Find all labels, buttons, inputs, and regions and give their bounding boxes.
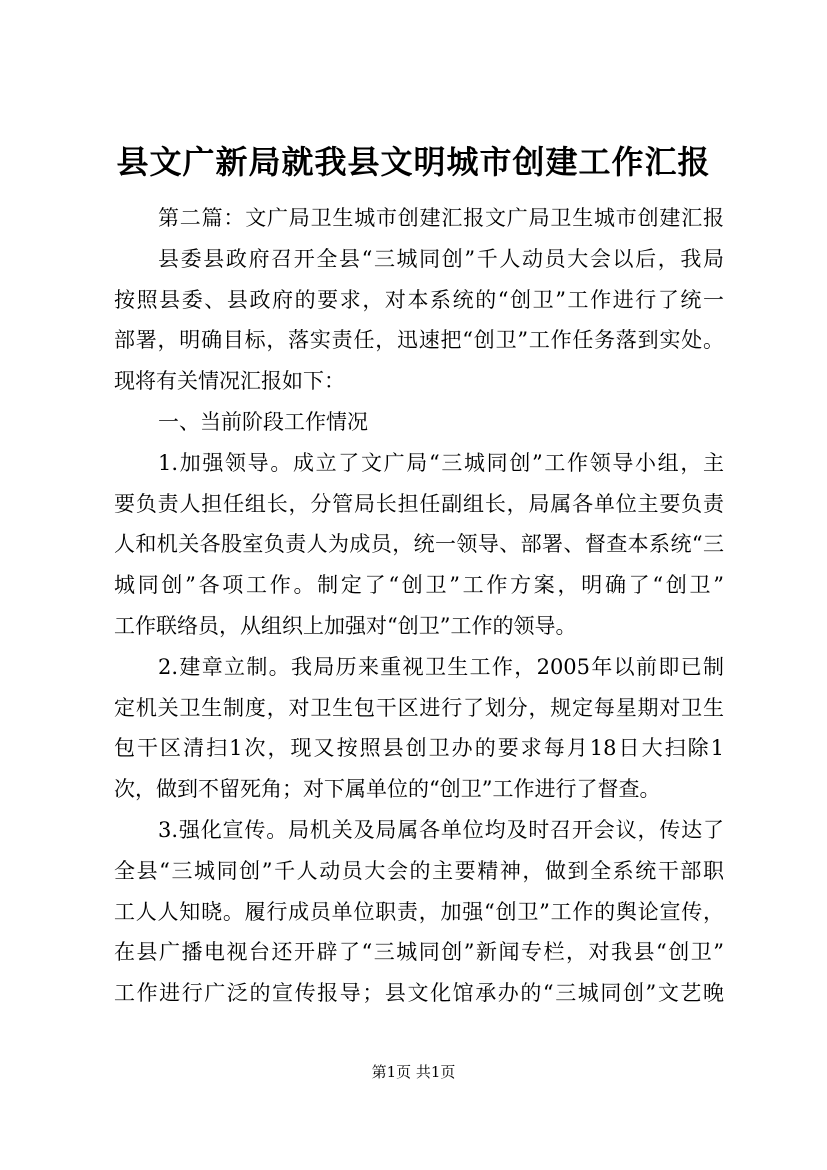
page-footer: 第1页 共1页 [371,1063,456,1081]
paragraph-line: 包干区清扫1次，现又按照县创卫办的要求每月18日大扫除1 [114,736,724,761]
paragraph-line: 3.强化宣传。局机关及局属各单位均及时召开会议，传达了 [158,817,724,842]
document-title: 县文广新局就我县文明城市创建工作汇报 [116,143,711,181]
paragraph-line: 人和机关各股室负责人为成员，统一领导、部署、督查本系统“三 [114,532,724,557]
subtitle-line: 第二篇：文广局卫生城市创建汇报文广局卫生城市创建汇报 [158,206,724,230]
document-body [114,198,724,1014]
paragraph-line: 全县“三城同创”千人动员大会的主要精神，做到全系统干部职 [114,858,724,883]
paragraph-line: 工作进行广泛的宣传报导；县文化馆承办的“三城同创”文艺晚 [114,981,724,1006]
paragraph-line: 2.建章立制。我局历来重视卫生工作，2005年以前即已制 [158,654,724,679]
paragraph-line: 定机关卫生制度，对卫生包干区进行了划分，规定每星期对卫生 [114,695,724,720]
paragraph-line: 工人人知晓。履行成员单位职责，加强“创卫”工作的舆论宣传， [114,899,724,924]
paragraph-line: 部署，明确目标，落实责任，迅速把“创卫”工作任务落到实处。 [114,328,724,353]
section-heading: 一、当前阶段工作情况 [158,409,368,434]
paragraph-line: 工作联络员，从组织上加强对“创卫”工作的领导。 [114,613,577,638]
paragraph-line: 要负责人担任组长，分管局长担任副组长，局属各单位主要负责 [114,491,724,516]
paragraph-line: 现将有关情况汇报如下： [114,369,345,394]
paragraph-line: 县委县政府召开全县“三城同创”千人动员大会以后，我局 [158,246,724,271]
paragraph-line: 在县广播电视台还开辟了“三城同创”新闻专栏，对我县“创卫” [114,940,724,965]
paragraph-line: 按照县委、县政府的要求，对本系统的“创卫”工作进行了统一 [114,287,724,312]
paragraph-line: 城同创”各项工作。制定了“创卫”工作方案，明确了“创卫” [114,573,724,598]
paragraph-line: 次，做到不留死角；对下属单位的“创卫”工作进行了督查。 [114,777,661,802]
paragraph-line: 1.加强领导。成立了文广局“三城同创”工作领导小组，主 [158,450,724,475]
